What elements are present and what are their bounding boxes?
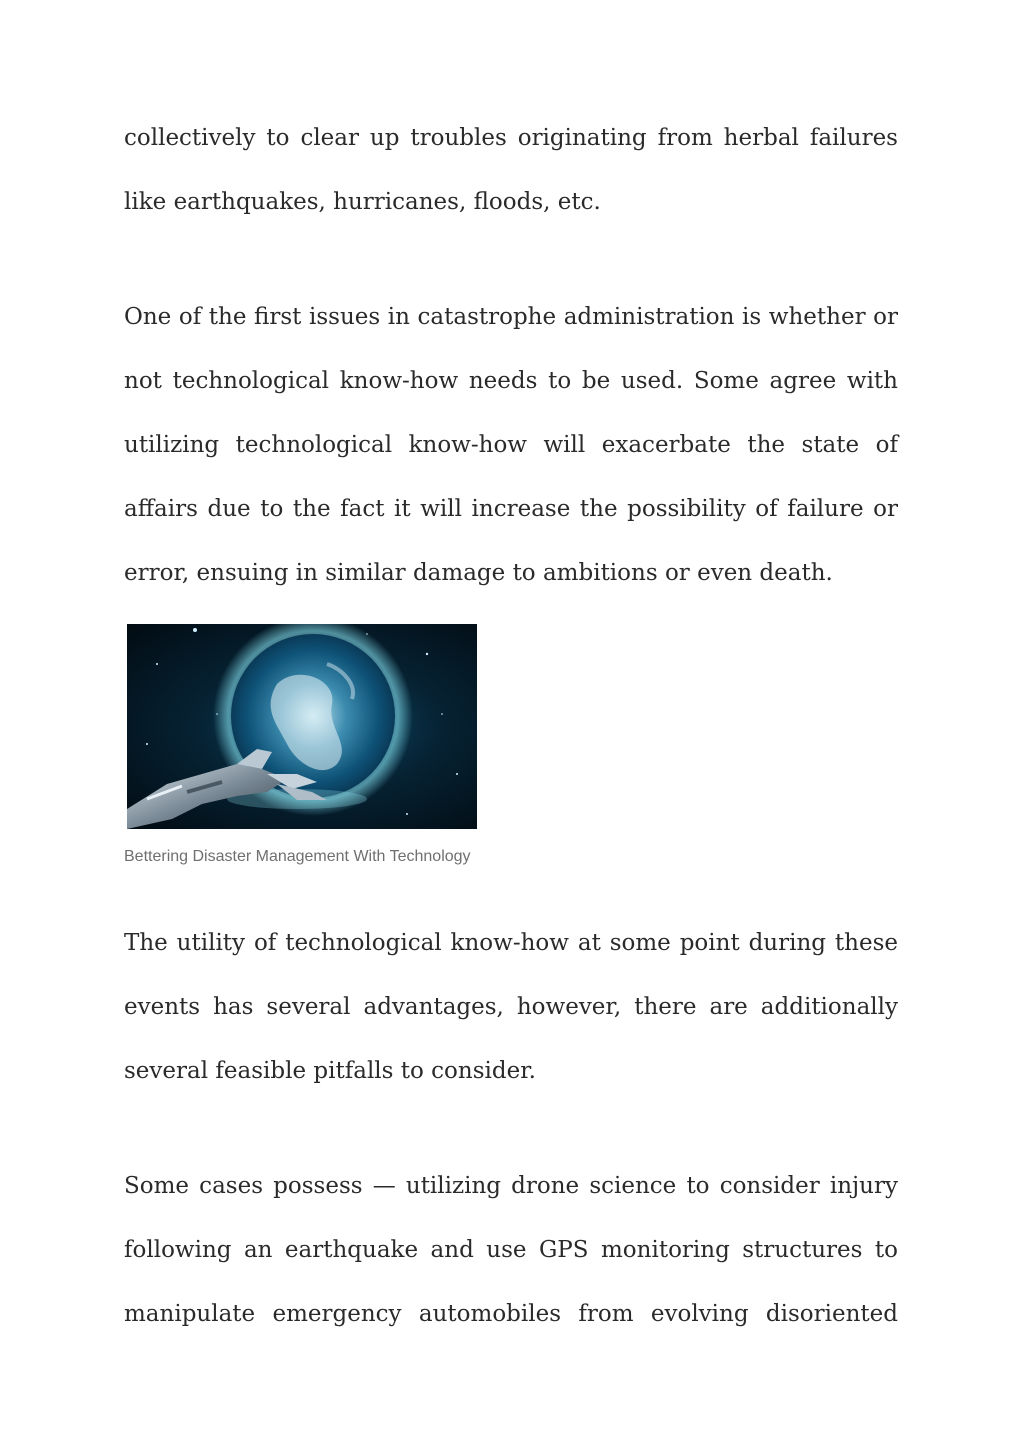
robot-hand-globe-illustration: [127, 624, 477, 829]
robot-hand-globe-image: [127, 624, 477, 829]
paragraph-natural-failures: collectively to clear up troubles originating from herbal failures like earthquakes, hurricanes, floods, etc.: [124, 125, 898, 215]
figure-caption: Bettering Disaster Management With Technology: [124, 848, 471, 865]
document-page: [124, 106, 898, 1346]
paragraph-some-cases: Some cases possess — utilizing drone science to consider injury following an earthquake and use GPS monitoring structures to manipulate emergency automobiles from evolving disoriented: [124, 1173, 898, 1327]
paragraph-utility-advantages: The utility of technological know-how at some point during these events has several advantages, however, there are additionally several feasible pitfalls to consider.: [124, 930, 898, 1084]
paragraph-first-issues: One of the first issues in catastrophe administration is whether or not technological know-how needs to be used. Some agree with utilizing technological know-how will exacerbate the state of affairs due to the fact it will increase the possibility of failure or error, ensuing in similar damage to ambitions or even death.: [124, 304, 898, 586]
figure: [124, 624, 898, 867]
